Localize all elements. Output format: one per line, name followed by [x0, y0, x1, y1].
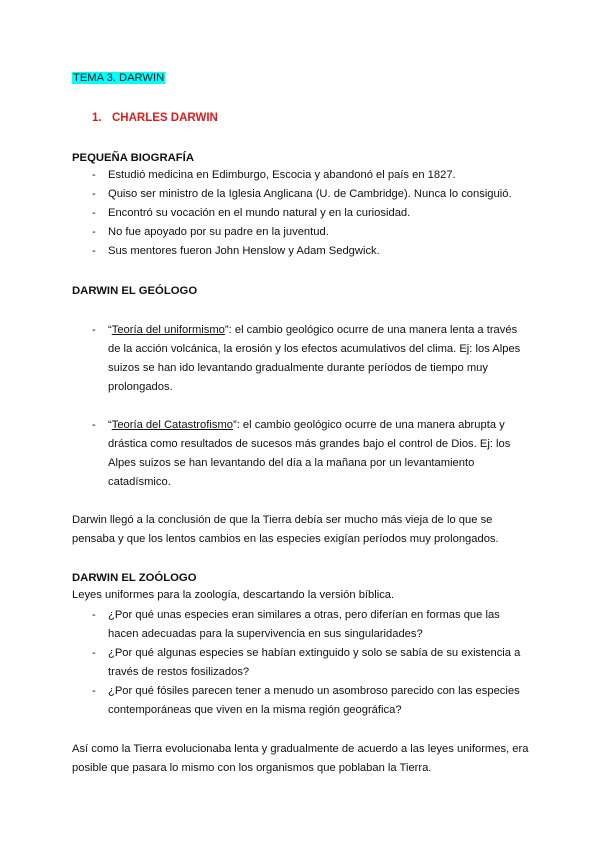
item-text: ”: el cambio geológico ocurre de una manera abrupta y [232, 419, 505, 431]
item-line-1 [108, 418, 505, 432]
bullet: - [92, 419, 96, 431]
quote-open: “ [108, 324, 112, 336]
item-line-4: catadísmico. [108, 476, 171, 488]
zoologo-intro: Leyes uniformes para la zoología, descartando la versión bíblica. [72, 589, 395, 601]
list-item-line: ¿Por qué algunas especies se habían extinguido y solo se sabía de su existencia a [108, 647, 521, 659]
bullet: - [92, 647, 96, 659]
item-line-4: prolongados. [108, 381, 173, 393]
paragraph-line: Así como la Tierra evolucionaba lenta y gradualmente de acuerdo a las leyes uniformes, era [72, 743, 529, 755]
item-line-2: de la acción volcánica, la erosión y los efectos acumulativos del clima. Ej: los Alpes [108, 343, 521, 355]
bullet: - [92, 609, 96, 621]
list-item-line: ¿Por qué fósiles parecen tener a menudo un asombroso parecido con las especies [108, 685, 520, 697]
paragraph-line: Darwin llegó a la conclusión de que la Tierra debía ser mucho más vieja de lo que se [72, 514, 493, 526]
paragraph-line: posible que pasara lo mismo con los organismos que poblaban la Tierra. [72, 762, 432, 774]
section-1-number: 1. [92, 112, 102, 124]
zoologo-heading: DARWIN EL ZOÓLOGO [72, 572, 197, 584]
bullet: - [92, 169, 96, 181]
bullet: - [92, 685, 96, 697]
paragraph-line: pensaba y que los lentos cambios en las especies exigían períodos muy prolongados. [72, 533, 499, 545]
bullet: - [92, 324, 96, 336]
biografia-heading: PEQUEÑA BIOGRAFÍA [72, 152, 194, 164]
title-highlight: TEMA 3. DARWIN [73, 72, 165, 84]
list-item: Encontró su vocación en el mundo natural y en la curiosidad. [108, 207, 411, 219]
list-item-line: través de restos fosilizados? [108, 666, 250, 678]
item-line-3: Alpes suizos se han levantando del día a la mañana por un levantamiento [108, 457, 475, 469]
geologo-heading: DARWIN EL GEÓLOGO [72, 285, 198, 297]
bullet: - [92, 207, 96, 219]
document-title [72, 71, 165, 85]
item-line-2: drástica como resultados de sucesos más grandes bajo el control de Dios. Ej: los [108, 438, 511, 450]
term-uniformismo: Teoría del uniformismo [111, 324, 225, 336]
list-item: Sus mentores fueron John Henslow y Adam Sedgwick. [108, 245, 380, 257]
bullet: - [92, 226, 96, 238]
list-item: No fue apoyado por su padre en la juventud. [108, 226, 329, 238]
item-line-1 [108, 323, 517, 337]
list-item-line: contemporáneas que viven en la misma región geográfica? [108, 704, 402, 716]
item-text: ”: el cambio geológico ocurre de una manera lenta a través [224, 324, 518, 336]
item-line-3: suizos se han ido levantando gradualmente durante períodos de tiempo muy [108, 362, 488, 374]
quote-open: “ [108, 419, 112, 431]
list-item-line: hacen adecuadas para la supervivencia en sus singularidades? [108, 628, 423, 640]
bullet: - [92, 245, 96, 257]
list-item: Estudió medicina en Edimburgo, Escocia y abandonó el país en 1827. [108, 169, 456, 181]
list-item: Quiso ser ministro de la Iglesia Anglicana (U. de Cambridge). Nunca lo consiguió. [108, 188, 512, 200]
list-item-line: ¿Por qué unas especies eran similares a otras, pero diferían en formas que las [108, 609, 500, 621]
section-1-heading: CHARLES DARWIN [112, 112, 218, 124]
bullet: - [92, 188, 96, 200]
term-catastrofismo: Teoría del Catastrofismo [111, 419, 233, 431]
